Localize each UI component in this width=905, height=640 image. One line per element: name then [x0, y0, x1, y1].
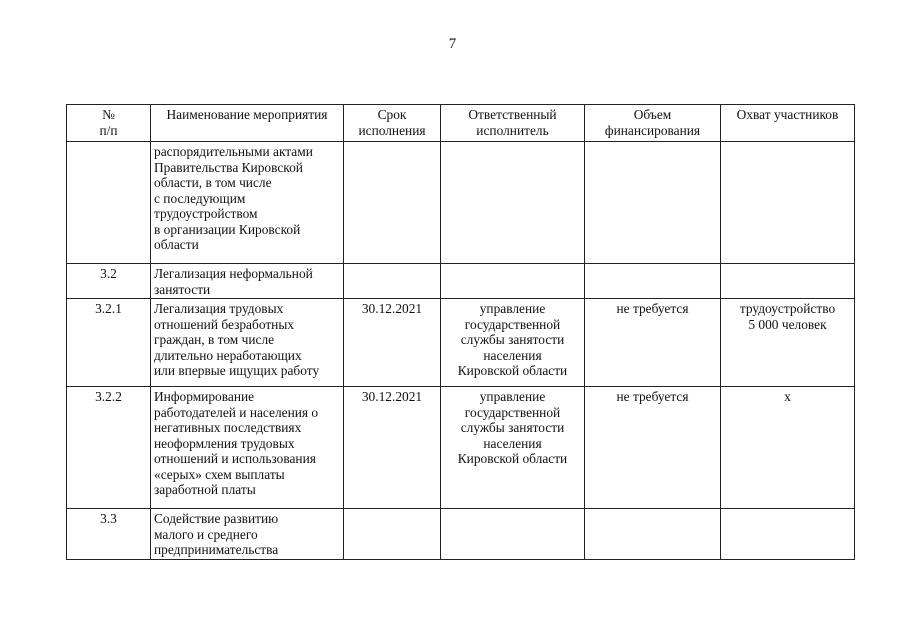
- row-num: 3.2.1: [67, 299, 151, 387]
- row-responsible: управление государственной службы занятости населения Кировской области: [441, 299, 585, 387]
- row-coverage: х: [721, 387, 855, 509]
- header-term: Срок исполнения: [344, 105, 441, 142]
- table-row: [67, 142, 855, 264]
- header-coverage: Охват участников: [721, 105, 855, 142]
- activities-table: [66, 104, 855, 560]
- row-financing: [585, 509, 721, 560]
- row-coverage: [721, 142, 855, 264]
- row-name: Информирование работодателей и населения о негативных последствиях неоформления трудовых отношений и использования «серых» схем выплаты заработной платы: [151, 387, 344, 509]
- row-name: Легализация трудовых отношений безработных граждан, в том числе длительно неработающих или впервые ищущих работу: [151, 299, 344, 387]
- table-row: [67, 264, 855, 299]
- header-financing: Объем финансирования: [585, 105, 721, 142]
- row-financing: [585, 264, 721, 299]
- row-name: Легализация неформальной занятости: [151, 264, 344, 299]
- row-name: Содействие развитию малого и среднего предпринимательства: [151, 509, 344, 560]
- row-num: 3.2: [67, 264, 151, 299]
- row-term: [344, 142, 441, 264]
- row-responsible: [441, 142, 585, 264]
- page-number: 7: [448, 36, 457, 52]
- row-term: 30.12.2021: [344, 299, 441, 387]
- row-financing: не требуется: [585, 299, 721, 387]
- row-responsible: управление государственной службы занятости населения Кировской области: [441, 387, 585, 509]
- row-num: 3.2.2: [67, 387, 151, 509]
- row-term: [344, 264, 441, 299]
- row-coverage: [721, 264, 855, 299]
- row-term: 30.12.2021: [344, 387, 441, 509]
- row-responsible: [441, 264, 585, 299]
- header-name: Наименование мероприятия: [151, 105, 344, 142]
- row-name: распорядительными актами Правительства Кировской области, в том числе с последующим трудоустройством в организации Кировской области: [151, 142, 344, 264]
- row-coverage: [721, 509, 855, 560]
- header-num: № п/п: [67, 105, 151, 142]
- row-responsible: [441, 509, 585, 560]
- table-row: [67, 509, 855, 560]
- row-num: [67, 142, 151, 264]
- table-row: [67, 387, 855, 509]
- row-coverage: трудоустройство 5 000 человек: [721, 299, 855, 387]
- row-financing: не требуется: [585, 387, 721, 509]
- table-row: [67, 299, 855, 387]
- row-term: [344, 509, 441, 560]
- row-num: 3.3: [67, 509, 151, 560]
- row-financing: [585, 142, 721, 264]
- table-header-row: [67, 105, 855, 142]
- header-responsible: Ответственный исполнитель: [441, 105, 585, 142]
